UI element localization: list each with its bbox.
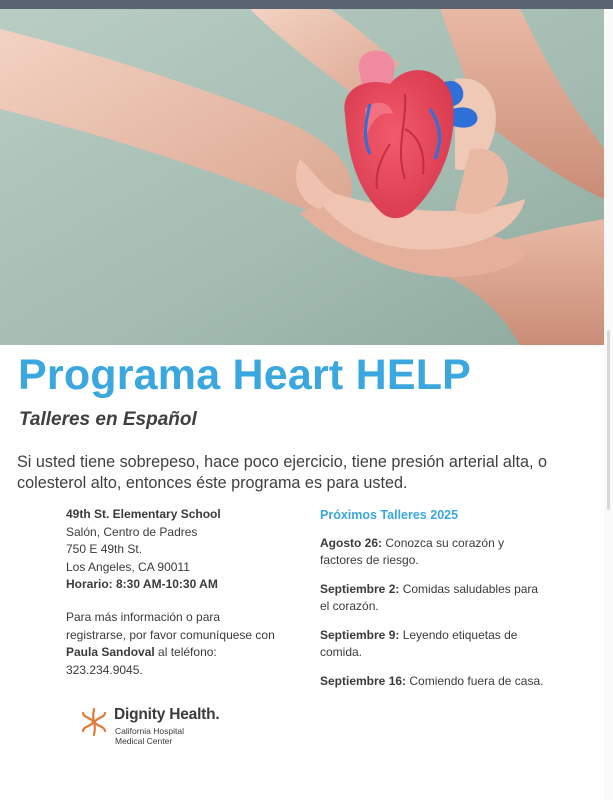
contact-block bbox=[66, 609, 306, 679]
workshop-date: Septiembre 16: bbox=[320, 674, 407, 688]
scrollbar-thumb[interactable] bbox=[607, 330, 610, 510]
contact-line-3 bbox=[66, 644, 306, 662]
hero-image bbox=[0, 9, 604, 345]
hours: Horario: 8:30 AM-10:30 AM bbox=[66, 577, 218, 592]
workshops-title: Próximos Talleres 2025 bbox=[320, 508, 459, 522]
logo-subtitle-line-1: California Hospital bbox=[115, 726, 184, 736]
contact-name: Paula Sandoval bbox=[66, 645, 155, 660]
workshop-topic: Comiendo fuera de casa. bbox=[406, 674, 544, 688]
dignity-health-mark-icon bbox=[78, 706, 110, 738]
workshop-item bbox=[320, 535, 550, 568]
location-block bbox=[66, 506, 296, 594]
workshop-date: Agosto 26: bbox=[320, 536, 383, 550]
flyer-subtitle: Talleres en Español bbox=[19, 409, 197, 430]
workshop-item bbox=[320, 673, 550, 690]
hands-holding-heart-illustration bbox=[0, 9, 604, 345]
logo-name: Dignity Health. bbox=[114, 706, 220, 723]
workshop-topic: Conozca su corazón y factores de riesgo. bbox=[320, 536, 505, 567]
workshop-item bbox=[320, 627, 550, 660]
logo-subtitle-line-2: Medical Center bbox=[115, 736, 173, 746]
contact-line-2: registrarse, por favor comuníquese con bbox=[66, 627, 275, 642]
school-name: 49th St. Elementary School bbox=[66, 507, 221, 521]
workshop-date: Septiembre 2: bbox=[320, 582, 400, 596]
contact-line-1: Para más información o para bbox=[66, 610, 221, 624]
workshop-date: Septiembre 9: bbox=[320, 628, 400, 642]
city-address: Los Angeles, CA 90011 bbox=[66, 559, 190, 574]
intro-paragraph: Si usted tiene sobrepeso, hace poco ejercicio, tiene presión arterial alta, o colesterol alto, entonces éste programa es para usted. bbox=[17, 453, 548, 492]
contact-name-suffix: al teléfono: bbox=[154, 645, 217, 660]
workshop-topic: Comidas saludables para el corazón. bbox=[320, 582, 539, 613]
flyer-title: Programa Heart HELP bbox=[18, 351, 472, 399]
workshop-item bbox=[320, 581, 550, 614]
top-bar bbox=[0, 0, 613, 9]
logo-subtitle bbox=[115, 726, 184, 746]
dignity-health-logo bbox=[78, 704, 278, 754]
workshop-topic: Leyendo etiquetas de comida. bbox=[320, 628, 518, 659]
room-name: Salón, Centro de Padres bbox=[66, 524, 198, 539]
street-address: 750 E 49th St. bbox=[66, 542, 143, 557]
workshops-block bbox=[320, 508, 550, 703]
contact-phone: 323.234.9045. bbox=[66, 662, 143, 677]
